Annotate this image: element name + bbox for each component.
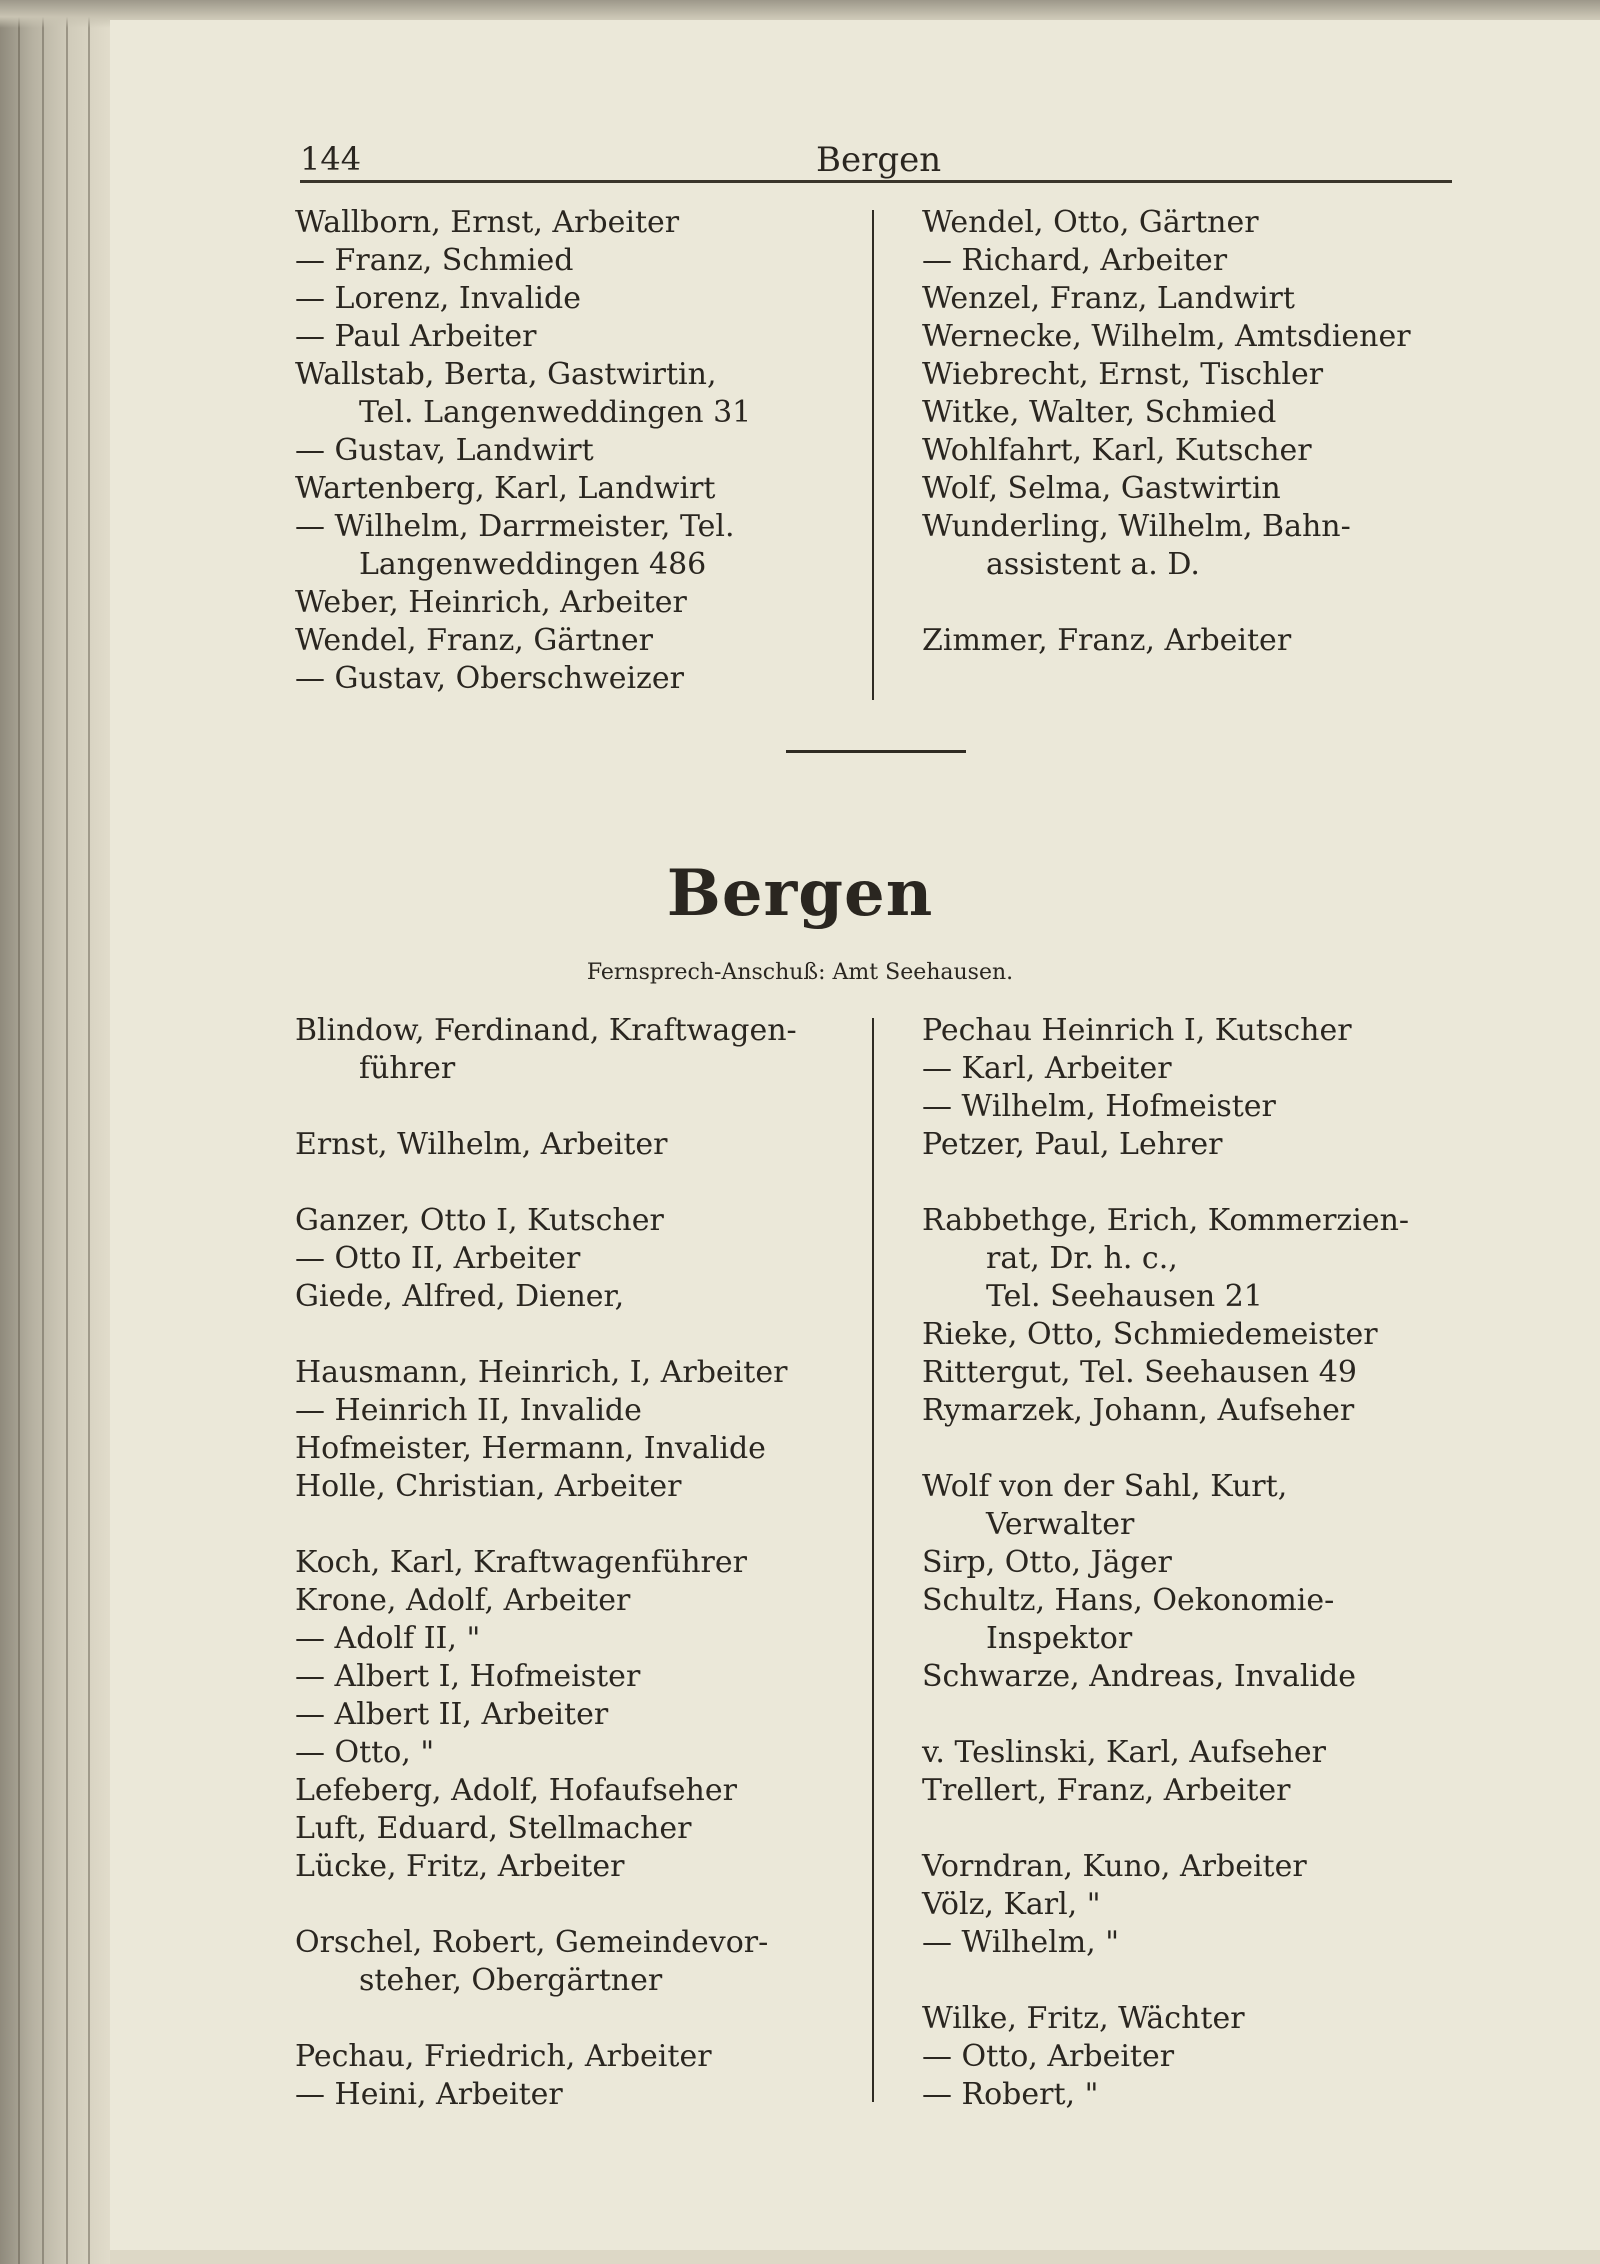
directory-entry: Wolf, Selma, Gastwirtin	[922, 471, 1281, 506]
upper-right-column	[922, 204, 1411, 660]
book-binding-edge	[0, 0, 110, 2264]
directory-entry: Rieke, Otto, Schmiedemeister	[922, 1317, 1378, 1352]
directory-entry: Inspektor	[986, 1621, 1133, 1656]
directory-entry: Koch, Karl, Kraftwagenführer	[295, 1545, 747, 1580]
lower-left-column	[295, 1012, 797, 2114]
directory-entry: — Wilhelm, Darrmeister, Tel.	[295, 509, 735, 544]
directory-entry: Rymarzek, Johann, Aufseher	[922, 1393, 1355, 1428]
page-header	[300, 140, 1452, 183]
running-head: Bergen	[816, 140, 942, 180]
directory-entry: Ernst, Wilhelm, Arbeiter	[295, 1127, 668, 1162]
section-divider	[786, 750, 966, 753]
directory-entry: Wallborn, Ernst, Arbeiter	[295, 205, 680, 240]
directory-entry: — Wilhelm, "	[922, 1925, 1120, 1960]
directory-entry: Wernecke, Wilhelm, Amtsdiener	[922, 319, 1411, 354]
directory-entry: — Paul Arbeiter	[295, 319, 537, 354]
directory-entry: Wilke, Fritz, Wächter	[922, 2001, 1245, 2036]
directory-entry: — Gustav, Landwirt	[295, 433, 594, 468]
directory-entry: Vorndran, Kuno, Arbeiter	[922, 1849, 1307, 1884]
directory-entry: — Karl, Arbeiter	[922, 1051, 1172, 1086]
directory-entry: — Heinrich II, Invalide	[295, 1393, 642, 1428]
upper-column-divider	[872, 210, 874, 700]
directory-entry: — Richard, Arbeiter	[922, 243, 1228, 278]
directory-entry: — Franz, Schmied	[295, 243, 574, 278]
directory-entry: Wendel, Otto, Gärtner	[922, 205, 1259, 240]
directory-entry: Rittergut, Tel. Seehausen 49	[922, 1355, 1357, 1390]
directory-entry: Witke, Walter, Schmied	[922, 395, 1277, 430]
directory-entry: Lücke, Fritz, Arbeiter	[295, 1849, 625, 1884]
directory-entry: Wendel, Franz, Gärtner	[295, 623, 653, 658]
lower-column-divider	[872, 1018, 874, 2102]
directory-entry: Pechau Heinrich I, Kutscher	[922, 1013, 1352, 1048]
directory-entry: Pechau, Friedrich, Arbeiter	[295, 2039, 712, 2074]
directory-entry: Krone, Adolf, Arbeiter	[295, 1583, 631, 1618]
directory-entry: assistent a. D.	[986, 547, 1200, 582]
upper-left-column	[295, 204, 751, 698]
page-number: 144	[300, 140, 362, 178]
directory-entry: Langenweddingen 486	[359, 547, 707, 582]
directory-entry: — Otto, Arbeiter	[922, 2039, 1175, 2074]
directory-entry: Trellert, Franz, Arbeiter	[922, 1773, 1291, 1808]
directory-entry: — Heini, Arbeiter	[295, 2077, 563, 2112]
directory-entry: — Albert I, Hofmeister	[295, 1659, 641, 1694]
directory-entry: Tel. Langenweddingen 31	[359, 395, 752, 430]
directory-entry: Lefeberg, Adolf, Hofaufseher	[295, 1773, 737, 1808]
directory-entry: — Otto II, Arbeiter	[295, 1241, 581, 1276]
directory-entry: — Albert II, Arbeiter	[295, 1697, 609, 1732]
directory-entry: rat, Dr. h. c.,	[986, 1241, 1178, 1276]
directory-entry: Petzer, Paul, Lehrer	[922, 1127, 1223, 1162]
directory-entry: Luft, Eduard, Stellmacher	[295, 1811, 692, 1846]
directory-entry: Hausmann, Heinrich, I, Arbeiter	[295, 1355, 788, 1390]
directory-entry: Wiebrecht, Ernst, Tischler	[922, 357, 1324, 392]
directory-entry: Wenzel, Franz, Landwirt	[922, 281, 1295, 316]
section-title: Bergen	[666, 856, 934, 931]
lower-right-column	[922, 1012, 1409, 2114]
directory-entry: Hofmeister, Hermann, Invalide	[295, 1431, 766, 1466]
directory-entry: Völz, Karl, "	[922, 1887, 1101, 1922]
directory-entry: steher, Obergärtner	[359, 1963, 663, 1998]
directory-entry: Zimmer, Franz, Arbeiter	[922, 623, 1292, 658]
directory-entry: — Robert, "	[922, 2077, 1099, 2112]
directory-entry: Wunderling, Wilhelm, Bahn-	[922, 509, 1351, 544]
directory-entry: Wohlfahrt, Karl, Kutscher	[922, 433, 1312, 468]
directory-entry: führer	[359, 1051, 456, 1086]
directory-entry: Tel. Seehausen 21	[986, 1279, 1263, 1314]
directory-entry: — Gustav, Oberschweizer	[295, 661, 684, 696]
directory-entry: Ganzer, Otto I, Kutscher	[295, 1203, 664, 1238]
directory-entry: Wallstab, Berta, Gastwirtin,	[295, 357, 717, 392]
directory-entry: Verwalter	[986, 1507, 1135, 1542]
section-subtitle: Fernsprech-Anschuß: Amt Seehausen.	[586, 960, 1014, 985]
directory-entry: Weber, Heinrich, Arbeiter	[295, 585, 687, 620]
directory-entry: Schwarze, Andreas, Invalide	[922, 1659, 1357, 1694]
directory-entry: v. Teslinski, Karl, Aufseher	[922, 1735, 1327, 1770]
directory-entry: — Lorenz, Invalide	[295, 281, 581, 316]
directory-entry: — Otto, "	[295, 1735, 435, 1770]
directory-entry: Holle, Christian, Arbeiter	[295, 1469, 682, 1504]
directory-entry: Giede, Alfred, Diener,	[295, 1279, 625, 1314]
directory-entry: Sirp, Otto, Jäger	[922, 1545, 1172, 1580]
directory-entry: Wolf von der Sahl, Kurt,	[922, 1469, 1288, 1504]
directory-entry: — Adolf II, "	[295, 1621, 481, 1656]
directory-entry: Rabbethge, Erich, Kommerzien-	[922, 1203, 1410, 1238]
directory-entry: Schultz, Hans, Oekonomie-	[922, 1583, 1335, 1618]
directory-entry: Orschel, Robert, Gemeindevor-	[295, 1925, 769, 1960]
directory-entry: Blindow, Ferdinand, Kraftwagen-	[295, 1013, 797, 1048]
directory-entry: Wartenberg, Karl, Landwirt	[295, 471, 716, 506]
directory-entry: — Wilhelm, Hofmeister	[922, 1089, 1276, 1124]
